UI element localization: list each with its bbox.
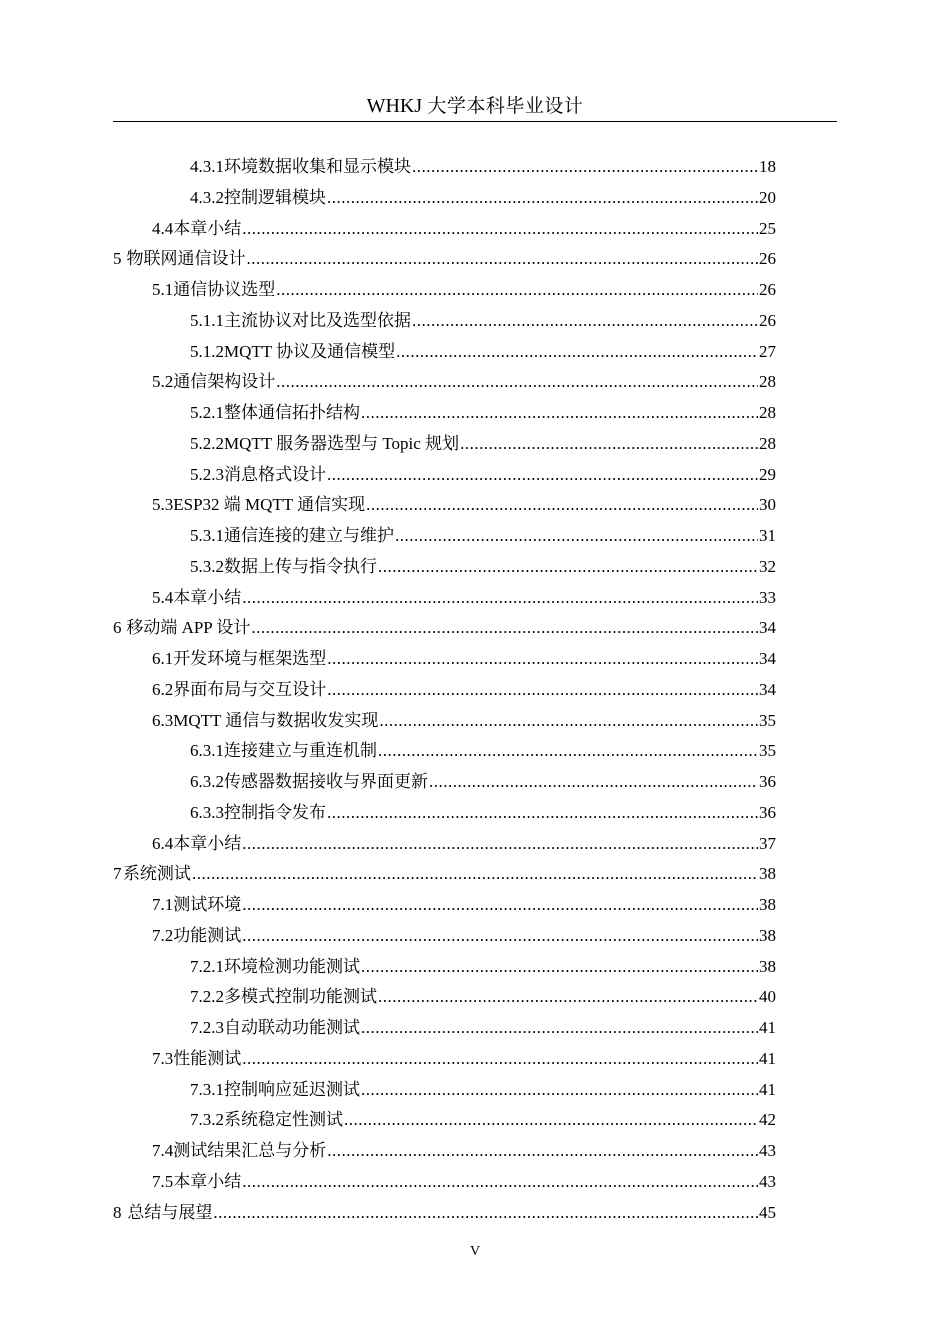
dot-leader [276, 370, 758, 394]
toc-entry-title: MQTT 通信与数据收发实现 [173, 710, 379, 730]
toc-entry-title: ESP32 端 MQTT 通信实现 [173, 495, 366, 515]
toc-entry-title: 自动联动功能测试 [224, 1018, 360, 1037]
toc-entry-number: 6.3.3 [190, 802, 224, 822]
toc-entry-page: 26 [759, 310, 776, 330]
toc-entry-title: 控制指令发布 [224, 802, 326, 822]
toc-entry-page: 33 [759, 587, 776, 607]
toc-entry-page: 32 [759, 556, 776, 576]
dot-leader [192, 862, 758, 886]
dot-leader [242, 924, 758, 948]
dot-leader [213, 1201, 758, 1225]
toc-entry-page: 43 [759, 1171, 776, 1191]
dot-leader [395, 524, 758, 548]
toc-entry-number: 6.1 [152, 649, 174, 668]
toc-entry[interactable] [152, 647, 776, 671]
toc-entry-title: 消息格式设计 [224, 464, 326, 484]
toc-entry-title: MQTT 服务器选型与 Topic 规划 [224, 433, 460, 453]
toc-entry[interactable] [152, 709, 776, 733]
page-number: V [469, 1244, 481, 1259]
toc-entry-number: 6 [113, 618, 122, 638]
toc-entry[interactable] [113, 247, 776, 271]
toc-entry-title: 本章小结 [173, 218, 242, 238]
toc-entry-page: 29 [759, 464, 776, 484]
toc-entry[interactable] [190, 955, 776, 979]
dot-leader [327, 1139, 758, 1163]
dot-leader [242, 217, 758, 241]
toc-entry-number: 7.4 [152, 1141, 174, 1160]
toc-entry-number: 4.4 [152, 218, 174, 238]
dot-leader [242, 832, 758, 856]
toc-entry[interactable] [152, 893, 776, 917]
dot-leader [378, 739, 758, 763]
toc-entry-page: 31 [759, 526, 776, 545]
dot-leader [412, 309, 758, 333]
header-title: 大学本科毕业设计 [427, 96, 584, 117]
toc-entry-title: 开发环境与框架选型 [173, 649, 327, 668]
toc-entry[interactable] [190, 801, 776, 825]
toc-entry-page: 28 [759, 403, 776, 422]
toc-entry[interactable] [152, 586, 776, 610]
toc-entry[interactable] [152, 678, 776, 702]
toc-entry[interactable] [190, 985, 776, 1009]
toc-entry[interactable] [190, 463, 776, 487]
toc-entry-number: 7.1 [152, 895, 174, 914]
toc-entry[interactable] [152, 1170, 776, 1194]
toc-entry-title: MQTT 协议及通信模型 [224, 341, 396, 361]
toc-entry-page: 30 [759, 495, 776, 515]
toc-entry[interactable] [190, 555, 776, 579]
toc-entry-page: 35 [759, 710, 776, 730]
toc-entry-page: 42 [759, 1110, 776, 1130]
toc-entry-title: 环境数据收集和显示模块 [224, 157, 411, 176]
toc-entry-number: 5.2.3 [190, 464, 224, 484]
toc-entry[interactable] [113, 616, 776, 640]
dot-leader [366, 493, 758, 517]
toc-entry[interactable] [152, 278, 776, 302]
toc-entry-number: 5.1.1 [190, 310, 224, 330]
toc-entry[interactable] [152, 370, 776, 394]
toc-entry-title: 控制逻辑模块 [224, 187, 326, 207]
dot-leader [242, 1047, 758, 1071]
toc-entry-page: 35 [759, 741, 776, 761]
toc-entry-title: 移动端 APP 设计 [126, 618, 251, 638]
dot-leader [327, 463, 758, 487]
toc-entry-page: 41 [759, 1079, 776, 1099]
toc-entry-number: 7.2.2 [190, 987, 224, 1007]
toc-entry-title: 主流协议对比及选型依据 [224, 310, 411, 330]
toc-entry-page: 37 [759, 833, 776, 853]
toc-entry-title: 本章小结 [173, 833, 242, 853]
toc-entry-number: 5.3.1 [190, 526, 224, 545]
toc-entry-title: 本章小结 [173, 1171, 242, 1191]
header-latin: WHKJ [366, 95, 423, 117]
toc-entry-page: 40 [759, 987, 776, 1007]
toc-entry-page: 41 [759, 1048, 776, 1068]
toc-entry-title: 测试结果汇总与分析 [173, 1141, 327, 1160]
dot-leader [361, 401, 758, 425]
toc-entry[interactable] [190, 309, 776, 333]
toc-entry[interactable] [152, 217, 776, 241]
toc-entry-number: 5.1 [152, 280, 174, 299]
toc-entry[interactable] [152, 832, 776, 856]
toc-entry[interactable] [152, 493, 776, 517]
toc-entry-title: 通信协议选型 [173, 280, 276, 299]
toc-entry[interactable] [190, 186, 776, 210]
toc-entry-page: 38 [759, 895, 776, 914]
toc-entry-number: 5.3 [152, 495, 174, 515]
toc-entry-page: 25 [759, 218, 776, 238]
toc-entry[interactable] [152, 1047, 776, 1071]
toc-entry-page: 28 [759, 372, 776, 392]
toc-entry-number: 5 [113, 249, 122, 269]
toc-entry-number: 6.3.1 [190, 741, 224, 761]
toc-entry-title: 界面布局与交互设计 [173, 679, 327, 699]
toc-entry[interactable] [190, 1108, 776, 1132]
dot-leader [242, 586, 758, 610]
toc-entry-number: 5.1.2 [190, 341, 224, 361]
toc-entry-page: 26 [759, 280, 776, 299]
toc-entry-number: 7.3.2 [190, 1110, 224, 1130]
toc-entry-page: 34 [759, 679, 776, 699]
toc-entry-page: 36 [759, 802, 776, 822]
toc-entry[interactable] [113, 862, 776, 886]
toc-entry-number: 7.2.3 [190, 1018, 224, 1037]
toc-entry-number: 7.3.1 [190, 1079, 224, 1099]
toc-entry-number: 4.3.1 [190, 157, 224, 176]
dot-leader [327, 647, 758, 671]
dot-leader [242, 893, 758, 917]
toc-entry-page: 34 [759, 618, 776, 638]
toc-entry-title: 控制响应延迟测试 [224, 1079, 360, 1099]
toc-entry-title: 通信架构设计 [173, 372, 276, 392]
toc-entry-number: 8 [113, 1202, 122, 1222]
toc-entry-title: 系统稳定性测试 [224, 1110, 343, 1130]
toc-entry-title: 系统测试 [122, 864, 191, 884]
toc-entry-title: 测试环境 [173, 895, 242, 914]
toc-entry-title: 性能测试 [173, 1048, 242, 1068]
toc-entry-page: 34 [759, 649, 776, 668]
toc-entry[interactable] [190, 739, 776, 763]
toc-entry-page: 38 [759, 864, 776, 884]
toc-entry-page: 20 [759, 187, 776, 207]
dot-leader [378, 555, 758, 579]
toc-entry-page: 36 [759, 772, 776, 791]
dot-leader [327, 678, 758, 702]
toc-entry-title: 总结与展望 [127, 1202, 213, 1222]
dot-leader [327, 186, 758, 210]
toc-entry-number: 7.2.1 [190, 956, 224, 976]
toc-entry-page: 38 [759, 956, 776, 976]
toc-entry-number: 5.2.1 [190, 403, 224, 422]
toc-entry-page: 27 [759, 341, 776, 361]
toc-entry[interactable] [190, 401, 776, 425]
toc-entry[interactable] [152, 924, 776, 948]
toc-entry[interactable] [190, 770, 776, 794]
toc-entry-number: 4.3.2 [190, 187, 224, 207]
toc-entry-number: 6.2 [152, 679, 174, 699]
dot-leader [412, 155, 758, 179]
toc-entry-number: 7 [113, 864, 122, 884]
dot-leader [361, 955, 758, 979]
toc-entry-number: 7.5 [152, 1171, 174, 1191]
toc-entry-number: 5.4 [152, 587, 174, 607]
dot-leader [344, 1108, 758, 1132]
toc-entry[interactable] [190, 155, 776, 179]
toc-entry[interactable] [190, 340, 776, 364]
toc-entry-title: 数据上传与指令执行 [224, 556, 377, 576]
toc-entry[interactable] [152, 1139, 776, 1163]
dot-leader [361, 1016, 758, 1040]
toc-entry[interactable] [190, 1078, 776, 1102]
toc-entry-number: 6.3 [152, 710, 174, 730]
toc-entry-title: 功能测试 [173, 925, 242, 945]
toc-entry-number: 7.3 [152, 1048, 174, 1068]
dot-leader [396, 340, 758, 364]
dot-leader [251, 616, 758, 640]
toc-entry-number: 5.2.2 [190, 433, 224, 453]
toc-entry-title: 整体通信拓扑结构 [224, 403, 360, 422]
toc-entry-title: 连接建立与重连机制 [224, 741, 377, 761]
toc-entry-page: 43 [759, 1141, 776, 1160]
dot-leader [429, 770, 758, 794]
dot-leader [379, 709, 758, 733]
toc-entry-title: 多模式控制功能测试 [224, 987, 377, 1007]
toc-entry-page: 38 [759, 925, 776, 945]
dot-leader [327, 801, 758, 825]
toc-entry-title: 物联网通信设计 [126, 249, 246, 269]
toc-entry-title: 本章小结 [173, 587, 242, 607]
toc-entry-page: 28 [759, 433, 776, 453]
dot-leader [460, 432, 758, 456]
toc-entry-page: 41 [759, 1018, 776, 1037]
toc-entry-number: 7.2 [152, 925, 174, 945]
toc-entry-title: 通信连接的建立与维护 [224, 526, 394, 545]
toc-entry[interactable] [190, 524, 776, 548]
toc-entry-page: 45 [759, 1202, 776, 1222]
toc-entry-title: 传感器数据接收与界面更新 [224, 772, 428, 791]
dot-leader [276, 278, 758, 302]
toc-entry[interactable] [190, 1016, 776, 1040]
toc-entry-number: 6.4 [152, 833, 174, 853]
toc-entry-page: 26 [759, 249, 776, 269]
toc-entry-page: 18 [759, 157, 776, 176]
toc-entry[interactable] [113, 1201, 776, 1225]
toc-entry-number: 5.2 [152, 372, 174, 392]
toc-entry[interactable] [190, 432, 776, 456]
dot-leader [246, 247, 758, 271]
dot-leader [378, 985, 758, 1009]
dot-leader [242, 1170, 758, 1194]
dot-leader [361, 1078, 758, 1102]
toc-entry-number: 5.3.2 [190, 556, 224, 576]
toc-entry-title: 环境检测功能测试 [224, 956, 360, 976]
toc-entry-number: 6.3.2 [190, 772, 224, 791]
